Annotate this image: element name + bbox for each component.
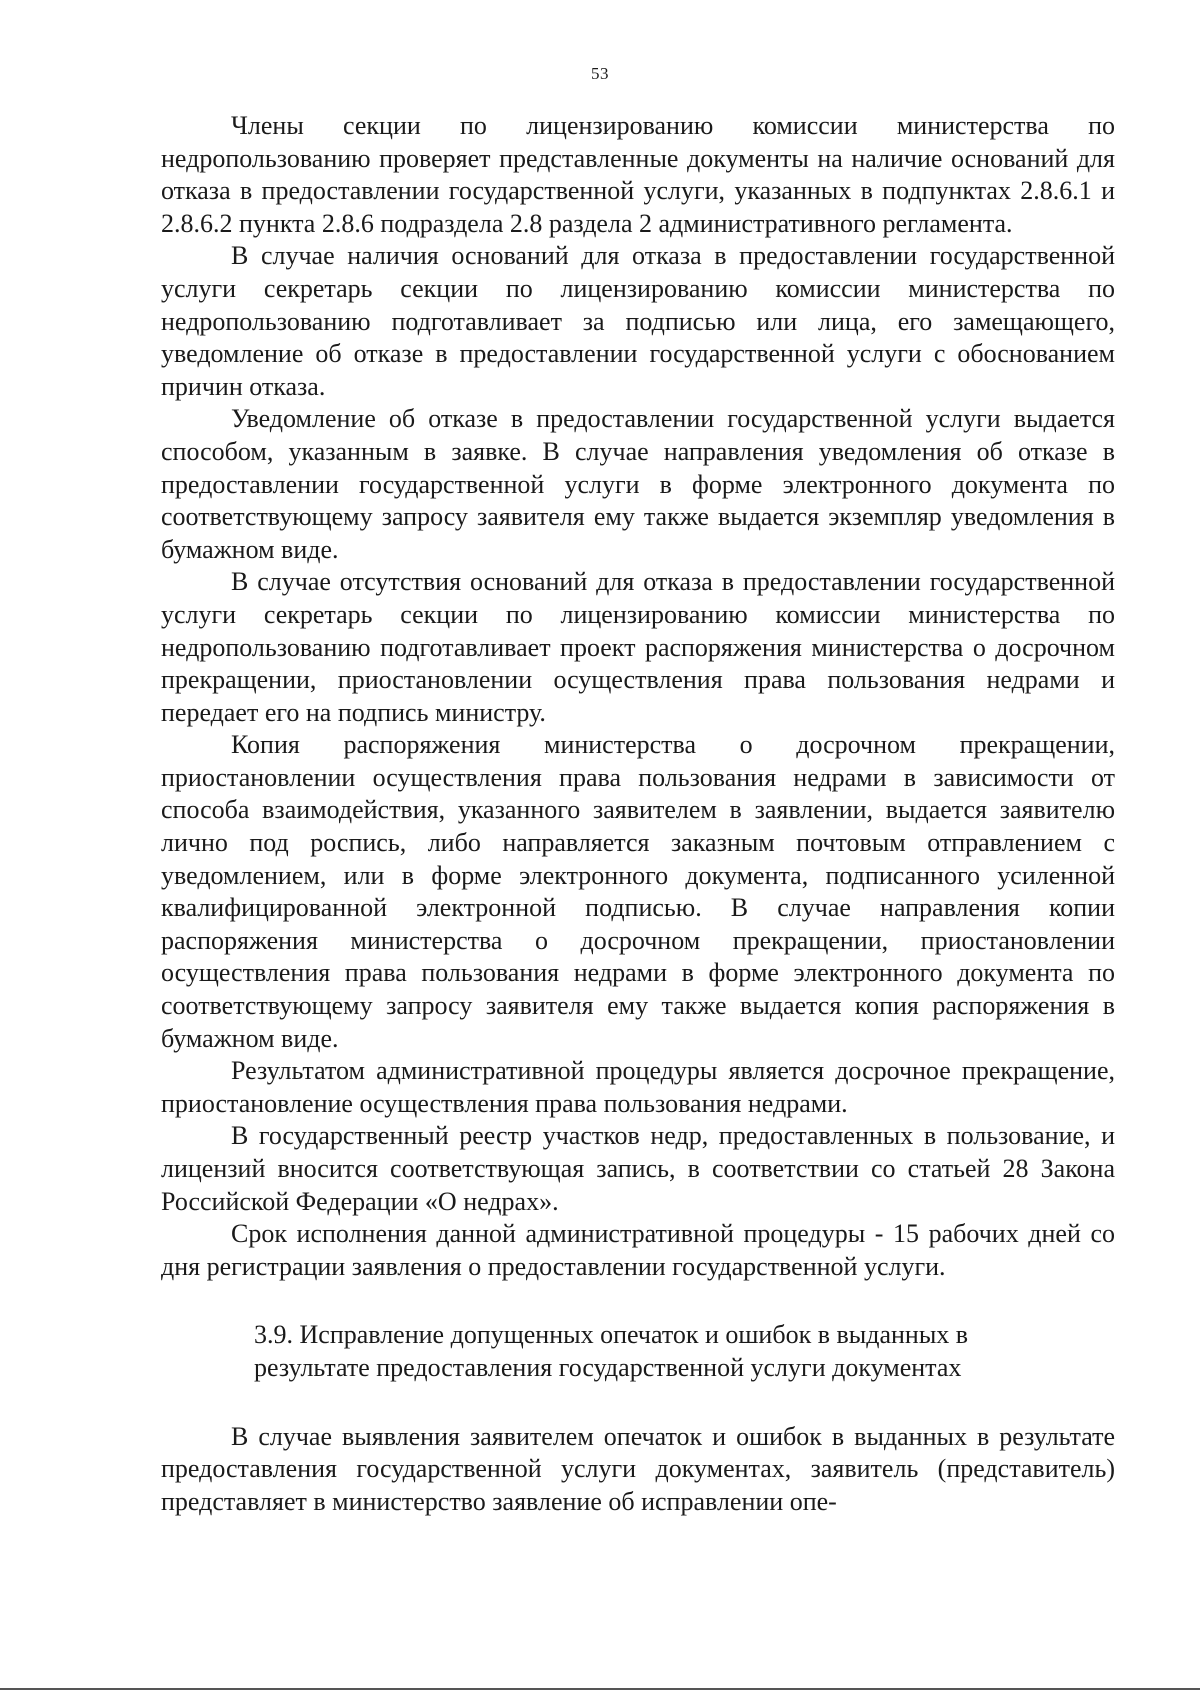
page-number: 53 [591, 64, 609, 83]
paragraph-execution-term: Срок исполнения данной административной процедуры - 15 рабочих дней со дня регистрации заявления о предоставлении государственной услуги. [161, 1219, 1115, 1281]
paragraph-refusal-notice: Уведомление об отказе в предоставлении государственной услуги выдается способом, указанным в заявке. В случае направления уведомления об отказе в предоставлении государственной услуги в форме электронного документа по соответствующему запросу заявителя ему также выдается экземпляр уведомления в бумажном виде. [161, 404, 1115, 564]
paragraph-order-copy: Копия распоряжения министерства о досрочном прекращении, приостановлении осуществления права пользования недрами в зависимости от способа взаимодействия, указанного заявителем в заявлении, выдается заявителю лично под роспись, либо направляется заказным почтовым отправлением с уведомлением, или в форме электронного документа, подписанного усиленной квалифицированной электронной подписью. В случае направления копии распоряжения министерства о досрочном прекращении, приостановлении осуществления права пользования недрами в форме электронного документа по соответствующему запросу заявителя ему также выдается копия распоряжения в бумажном виде. [161, 730, 1115, 1053]
page-bottom-edge [0, 1688, 1200, 1690]
paragraph-errors-correction: В случае выявления заявителем опечаток и ошибок в выданных в результате предоставления государственной услуги документах, заявитель (представитель) представляет в министерство заявление об исправлении опе- [161, 1421, 1115, 1516]
paragraph-commission-check: Члены секции по лицензированию комиссии министерства по недропользованию проверяет представленные документы на наличие оснований для отказа в предоставлении государственной услуги, указанных в подпунктах 2.8.6.1 и 2.8.6.2 пункта 2.8.6 подраздела 2.8 раздела 2 административного регламента. [161, 111, 1115, 238]
document-body [161, 110, 1115, 1518]
section-heading: 3.9. Исправление допущенных опечаток и ошибок в выданных в результате предоставления государственной услуги документах [254, 1320, 969, 1382]
paragraph-state-register: В государственный реестр участков недр, предоставленных в пользование, и лицензий вносится соответствующая запись, в соответствии со статьей 28 Закона Российской Федерации «О недрах». [161, 1121, 1115, 1216]
paragraph-no-refusal-grounds: В случае отсутствия оснований для отказа в предоставлении государственной услуги секретарь секции по лицензированию комиссии министерства по недропользованию подготавливает проект распоряжения министерства о досрочном прекращении, приостановлении осуществления права пользования недрами и передает его на подпись министру. [161, 567, 1115, 727]
paragraph-procedure-result: Результатом административной процедуры является досрочное прекращение, приостановление осуществления права пользования недрами. [161, 1056, 1115, 1118]
paragraph-refusal-grounds: В случае наличия оснований для отказа в предоставлении государственной услуги секретарь секции по лицензированию комиссии министерства по недропользованию подготавливает за подписью или лица, его замещающего, уведомление об отказе в предоставлении государственной услуги с обоснованием причин отказа. [161, 241, 1115, 401]
